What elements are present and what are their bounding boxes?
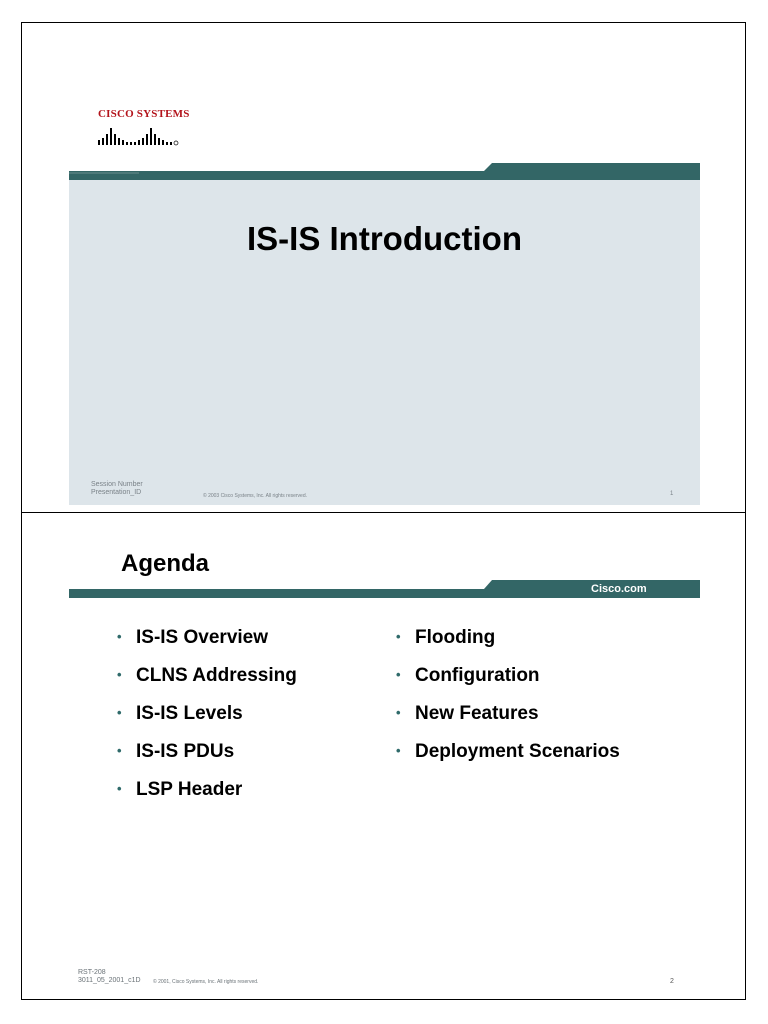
list-item: • CLNS Addressing (117, 665, 297, 686)
slide-2-title: Agenda (121, 550, 210, 577)
cisco-bars-icon (98, 126, 184, 146)
bullet-icon: • (117, 629, 122, 644)
agenda-list-left (117, 627, 297, 817)
logo-text: CISCO SYSTEMS (98, 108, 190, 120)
slide-1-title: IS-IS Introduction (247, 220, 522, 257)
bullet-icon: • (396, 629, 401, 644)
slide-2-copyright: © 2001, Cisco Systems, Inc. All rights reserved. (153, 979, 259, 985)
bullet-icon: • (396, 743, 401, 758)
cisco-logo (98, 108, 198, 158)
agenda-list-right (396, 627, 620, 779)
list-item: • Deployment Scenarios (396, 741, 620, 762)
list-item: • Flooding (396, 627, 496, 648)
bullet-icon: • (396, 705, 401, 720)
session-number: Session Number (91, 481, 143, 488)
list-item: • Configuration (396, 665, 540, 686)
bullet-icon: • (117, 781, 122, 796)
slide-2-footer (78, 969, 141, 985)
list-item: • IS-IS Levels (117, 703, 243, 724)
slide-1-copyright: © 2003 Cisco Systems, Inc. All rights reserved. (203, 493, 308, 499)
cisco-com-brand: Cisco.com (591, 583, 647, 595)
list-item: • LSP Header (117, 779, 243, 800)
document-page (21, 22, 746, 1000)
list-item: • IS-IS Overview (117, 627, 269, 648)
list-item: • IS-IS PDUs (117, 741, 235, 762)
bullet-icon: • (117, 667, 122, 682)
footer-id: 3011_05_2001_c1D (78, 977, 141, 984)
slide-2-page-number: 2 (670, 978, 674, 985)
header-band (69, 163, 700, 180)
bullet-icon: • (117, 743, 122, 758)
slide-divider (22, 512, 745, 513)
slide-1 (69, 23, 700, 505)
session-info (91, 481, 143, 497)
presentation-id: Presentation_ID (91, 489, 142, 496)
bullet-icon: • (117, 705, 122, 720)
list-item: • New Features (396, 703, 539, 724)
slide-1-page-number: 1 (670, 491, 674, 497)
footer-code: RST-208 (78, 969, 106, 976)
bullet-icon: • (396, 667, 401, 682)
